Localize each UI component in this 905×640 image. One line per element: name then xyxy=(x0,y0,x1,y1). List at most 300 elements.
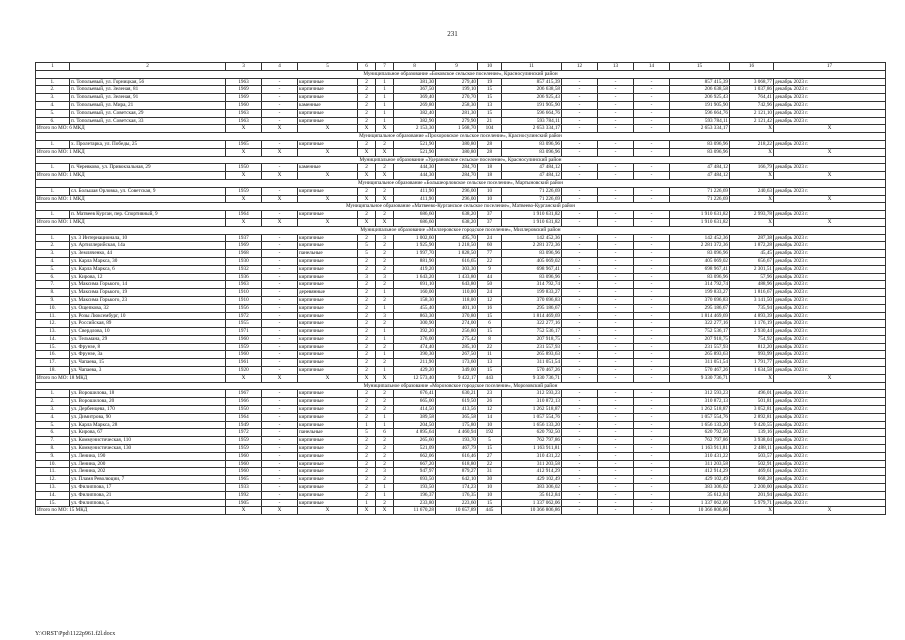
column-number-5: 5 xyxy=(298,63,358,71)
table-cell: 300,90 xyxy=(394,320,436,328)
total-cell: X xyxy=(298,374,358,382)
total-cell: 2 653 334,17 xyxy=(670,125,730,133)
table-cell: 365,58 xyxy=(436,413,478,421)
table-cell: декабрь 2023 г. xyxy=(774,445,886,453)
table-cell: - xyxy=(598,468,634,476)
table-cell: 275,42 xyxy=(436,335,478,343)
total-cell: X xyxy=(358,374,376,382)
table-cell: - xyxy=(262,320,298,328)
municipality-heading xyxy=(36,156,886,164)
table-cell: 296,00 xyxy=(436,187,478,195)
table-cell: 698 967,41 xyxy=(670,265,730,273)
table-cell: - xyxy=(562,289,598,297)
table-cell: - xyxy=(598,328,634,336)
table-cell: 3 xyxy=(376,468,394,476)
total-cell: X xyxy=(358,172,376,180)
table-cell: 1963 xyxy=(226,117,262,125)
table-cell: ул. Фрунзе, 3а xyxy=(70,351,226,359)
column-number-8: 8 xyxy=(394,63,436,71)
table-cell: 879,27 xyxy=(436,468,478,476)
table-cell: 193,70 xyxy=(436,437,478,445)
table-cell: 1932 xyxy=(226,265,262,273)
table-cell: 7. xyxy=(36,437,70,445)
total-cell: X xyxy=(262,218,298,226)
table-cell: декабрь 2023 г. xyxy=(774,328,886,336)
table-cell: кирпичные xyxy=(298,499,358,507)
column-number-13: 13 xyxy=(598,63,634,71)
table-cell: 2 xyxy=(376,359,394,367)
table-cell: 503,57 xyxy=(730,452,774,460)
table-row xyxy=(36,491,886,499)
table-cell: 619,50 xyxy=(436,398,478,406)
table-cell: 1 176,19 xyxy=(730,320,774,328)
table-cell: - xyxy=(562,398,598,406)
table-cell: 1. xyxy=(36,187,70,195)
table-row xyxy=(36,429,886,437)
table-cell: кирпичные xyxy=(298,421,358,429)
table-cell: ул. Ленина, 190 xyxy=(70,452,226,460)
total-cell: 83 096,96 xyxy=(502,148,562,156)
table-row xyxy=(36,390,886,398)
table-cell: - xyxy=(598,94,634,102)
total-cell: X xyxy=(358,125,376,133)
table-cell: 1969 xyxy=(226,94,262,102)
table-cell: 667,20 xyxy=(394,460,436,468)
table-cell: - xyxy=(562,281,598,289)
total-cell: 10 xyxy=(478,195,502,203)
table-cell: 1 xyxy=(358,499,376,507)
table-cell: 570 467,26 xyxy=(670,367,730,375)
column-number-9: 9 xyxy=(436,63,478,71)
table-cell: декабрь 2023 г. xyxy=(774,164,886,172)
table-cell: декабрь 2023 г. xyxy=(774,242,886,250)
table-cell: 369,40 xyxy=(394,94,436,102)
table-cell: п. Черевково, ул. Привокзальная, 29 xyxy=(70,164,226,172)
table-cell: 201,94 xyxy=(730,491,774,499)
table-cell: 469,61 xyxy=(730,468,774,476)
table-cell: - xyxy=(598,413,634,421)
table-cell: ул. Свердлова, 10 xyxy=(70,328,226,336)
table-cell: декабрь 2023 г. xyxy=(774,304,886,312)
table-cell: 8 xyxy=(478,335,502,343)
table-cell: 593 784,11 xyxy=(502,117,562,125)
table-cell: 2 xyxy=(376,265,394,273)
table-cell: - xyxy=(634,304,670,312)
table-cell: ул. Карла Маркса, 30 xyxy=(70,257,226,265)
table-cell: ул. Карла Маркса, 28 xyxy=(70,421,226,429)
table-cell: - xyxy=(262,476,298,484)
table-cell: 1 xyxy=(358,421,376,429)
table-cell: 1965 xyxy=(226,140,262,148)
table-cell: - xyxy=(262,437,298,445)
table-cell: 1969 xyxy=(226,242,262,250)
table-row xyxy=(36,250,886,258)
table-cell: - xyxy=(634,187,670,195)
table-cell: 2 xyxy=(358,406,376,414)
table-cell: 1 791,77 xyxy=(730,359,774,367)
total-cell: X xyxy=(226,172,262,180)
table-cell: 1933 xyxy=(226,484,262,492)
total-cell: X xyxy=(774,148,886,156)
table-cell: кирпичные xyxy=(298,187,358,195)
table-cell: ул. Филиппова, 17 xyxy=(70,484,226,492)
total-cell: X xyxy=(298,195,358,203)
table-cell: - xyxy=(598,445,634,453)
municipality-total-row xyxy=(36,218,886,226)
table-cell: 267,50 xyxy=(436,351,478,359)
table-cell: - xyxy=(262,452,298,460)
table-cell: - xyxy=(598,351,634,359)
total-cell: 9 330 736,71 xyxy=(502,374,562,382)
table-cell: 3 xyxy=(376,234,394,242)
table-cell: 2 xyxy=(376,242,394,250)
table-cell: 1955 xyxy=(226,320,262,328)
table-cell: 175,80 xyxy=(436,421,478,429)
table-cell: кирпичные xyxy=(298,445,358,453)
table-cell: 1 xyxy=(376,78,394,86)
total-cell: X xyxy=(774,218,886,226)
total-cell: X xyxy=(358,195,376,203)
total-cell: 83 096,96 xyxy=(670,148,730,156)
table-cell: 240,63 xyxy=(730,187,774,195)
table-cell: - xyxy=(562,491,598,499)
table-cell: 2 xyxy=(358,86,376,94)
table-cell: 521,90 xyxy=(394,140,436,148)
table-cell: 270,70 xyxy=(436,94,478,102)
table-cell: 4 893,39 xyxy=(730,312,774,320)
total-label: Итого по МО: 18 МКД xyxy=(36,374,226,382)
table-cell: - xyxy=(634,281,670,289)
table-cell: - xyxy=(262,499,298,507)
total-cell: 2 653 334,17 xyxy=(502,125,562,133)
table-cell: - xyxy=(634,86,670,94)
total-cell: X xyxy=(376,195,394,203)
table-cell: 2 301,51 xyxy=(730,265,774,273)
table-cell: 2 xyxy=(376,296,394,304)
table-cell: 295 186,67 xyxy=(670,304,730,312)
table-cell: - xyxy=(262,398,298,406)
total-cell: X xyxy=(774,172,886,180)
table-cell: 2 xyxy=(358,328,376,336)
table-cell: декабрь 2023 г. xyxy=(774,265,886,273)
total-label: Итого по МО: 1 МКД xyxy=(36,218,226,226)
table-cell: 22 xyxy=(478,343,502,351)
table-cell: - xyxy=(262,86,298,94)
table-cell: декабрь 2023 г. xyxy=(774,413,886,421)
table-cell: - xyxy=(634,343,670,351)
table-cell: кирпичные xyxy=(298,86,358,94)
table-cell: - xyxy=(262,335,298,343)
table-cell: 15 xyxy=(478,109,502,117)
table-cell: ул. Фрунзе, 8 xyxy=(70,343,226,351)
table-row xyxy=(36,109,886,117)
table-row xyxy=(36,413,886,421)
table-cell: 1969 xyxy=(226,86,262,94)
table-cell: 21 xyxy=(478,117,502,125)
table-cell: 24 xyxy=(478,234,502,242)
table-cell: 57,96 xyxy=(730,273,774,281)
table-cell: ул. Пламя Революции, 7 xyxy=(70,476,226,484)
table-cell: 47 484,12 xyxy=(670,164,730,172)
table-cell: 2 xyxy=(358,296,376,304)
table-cell: 4 895,64 xyxy=(394,429,436,437)
table-cell: - xyxy=(598,250,634,258)
table-cell: 6 xyxy=(376,429,394,437)
table-cell: - xyxy=(262,257,298,265)
table-cell: кирпичные xyxy=(298,234,358,242)
table-cell: 311 203,58 xyxy=(670,460,730,468)
table-cell: декабрь 2023 г. xyxy=(774,94,886,102)
table-cell: - xyxy=(598,211,634,219)
table-row xyxy=(36,94,886,102)
table-cell: 2 xyxy=(358,359,376,367)
table-cell: 764,41 xyxy=(730,94,774,102)
table-cell: - xyxy=(262,265,298,273)
table-cell: 1972 xyxy=(226,429,262,437)
table-row xyxy=(36,328,886,336)
table-cell: декабрь 2023 г. xyxy=(774,273,886,281)
table-cell: 265 893,63 xyxy=(670,351,730,359)
total-cell: X xyxy=(262,148,298,156)
table-cell: - xyxy=(598,304,634,312)
table-cell: декабрь 2023 г. xyxy=(774,78,886,86)
table-cell: 380,80 xyxy=(436,140,478,148)
table-cell: 193,50 xyxy=(394,484,436,492)
table-cell: - xyxy=(634,164,670,172)
table-cell: 1 828,50 xyxy=(436,250,478,258)
table-cell: 142 452,36 xyxy=(502,234,562,242)
table-cell: 2 930,44 xyxy=(730,328,774,336)
table-cell: декабрь 2023 г. xyxy=(774,491,886,499)
table-cell: 1 xyxy=(376,335,394,343)
column-number-row xyxy=(36,63,886,71)
table-row xyxy=(36,406,886,414)
table-cell: 1 814 469,69 xyxy=(502,312,562,320)
total-cell: X xyxy=(730,374,774,382)
table-cell: 5. xyxy=(36,265,70,273)
table-cell: 2. xyxy=(36,86,70,94)
table-cell: - xyxy=(634,390,670,398)
table-cell: 686,60 xyxy=(394,211,436,219)
table-cell: 1 337 062,06 xyxy=(670,499,730,507)
table-cell: декабрь 2023 г. xyxy=(774,351,886,359)
table-cell: - xyxy=(598,242,634,250)
table-cell: кирпичные xyxy=(298,304,358,312)
table-cell: 2 281 372,36 xyxy=(502,242,562,250)
table-cell: 370,80 xyxy=(436,312,478,320)
table-cell: 1950 xyxy=(226,406,262,414)
table-cell: 35 612,84 xyxy=(670,491,730,499)
table-cell: 1 xyxy=(376,94,394,102)
table-cell: - xyxy=(634,257,670,265)
table-cell: - xyxy=(262,78,298,86)
table-cell: 14. xyxy=(36,491,70,499)
table-cell: 303,30 xyxy=(436,265,478,273)
table-cell: 2 200,00 xyxy=(730,484,774,492)
table-cell: - xyxy=(598,320,634,328)
table-cell: 191 905,90 xyxy=(502,101,562,109)
table-cell: 173,60 xyxy=(436,359,478,367)
file-path-footer: Y:\ORST\Ppd\1122p961.f2l.docx xyxy=(35,631,116,637)
table-cell: 4. xyxy=(36,101,70,109)
table-cell: 10 xyxy=(478,491,502,499)
table-cell: 616,65 xyxy=(436,257,478,265)
total-cell: 1 568,70 xyxy=(436,125,478,133)
table-cell: 1 xyxy=(376,484,394,492)
table-cell: 2 xyxy=(376,250,394,258)
column-number-17: 17 xyxy=(774,63,886,71)
table-cell: 71 226,69 xyxy=(670,187,730,195)
total-cell: 444,30 xyxy=(394,172,436,180)
table-cell: 1 057 554,76 xyxy=(670,413,730,421)
table-cell: декабрь 2023 г. xyxy=(774,398,886,406)
total-cell: - xyxy=(634,148,670,156)
table-cell: 2 xyxy=(358,312,376,320)
table-cell: - xyxy=(262,109,298,117)
table-cell: 14. xyxy=(36,335,70,343)
table-cell: 206 925,43 xyxy=(502,94,562,102)
total-cell: X xyxy=(262,172,298,180)
table-cell: кирпичные xyxy=(298,312,358,320)
table-cell: 665,00 xyxy=(394,398,436,406)
table-cell: - xyxy=(634,460,670,468)
total-cell: X xyxy=(376,507,394,515)
table-cell: - xyxy=(634,429,670,437)
table-cell: 211,90 xyxy=(394,359,436,367)
table-cell: - xyxy=(562,242,598,250)
column-number-14: 14 xyxy=(634,63,670,71)
table-cell: кирпичные xyxy=(298,398,358,406)
table-cell: 1950 xyxy=(226,164,262,172)
table-row xyxy=(36,281,886,289)
total-cell: 71 226,69 xyxy=(502,195,562,203)
total-cell: - xyxy=(598,374,634,382)
total-cell: - xyxy=(562,218,598,226)
table-cell: - xyxy=(262,421,298,429)
table-cell: 5 xyxy=(478,437,502,445)
table-cell: - xyxy=(562,140,598,148)
total-cell: X xyxy=(298,218,358,226)
table-cell: 2 xyxy=(358,265,376,273)
table-row xyxy=(36,164,886,172)
table-cell: - xyxy=(598,296,634,304)
table-cell: - xyxy=(598,421,634,429)
table-cell: 35 612,84 xyxy=(502,491,562,499)
table-cell: ул. Филиппова, 21 xyxy=(70,491,226,499)
table-cell: 616,46 xyxy=(436,452,478,460)
municipality-heading xyxy=(36,133,886,141)
table-cell: 2 xyxy=(376,406,394,414)
table-row xyxy=(36,499,886,507)
table-cell: ул. Артиллерийская, 14а xyxy=(70,242,226,250)
table-cell: 26 xyxy=(478,398,502,406)
table-cell: кирпичные xyxy=(298,281,358,289)
table-cell: ул. Коммунистическая, 110 xyxy=(70,437,226,445)
table-cell: кирпичные xyxy=(298,78,358,86)
table-cell: 596 664,76 xyxy=(670,109,730,117)
table-cell: декабрь 2023 г. xyxy=(774,289,886,297)
table-cell: кирпичные xyxy=(298,476,358,484)
table-cell: 139,16 xyxy=(730,429,774,437)
table-cell: - xyxy=(562,312,598,320)
table-cell: - xyxy=(634,273,670,281)
table-cell: ул. Ленина, 202 xyxy=(70,468,226,476)
table-cell: 2 xyxy=(358,289,376,297)
table-cell: 28 xyxy=(478,140,502,148)
total-cell: X xyxy=(226,374,262,382)
table-cell: 429,20 xyxy=(394,367,436,375)
table-row xyxy=(36,312,886,320)
table-cell: - xyxy=(562,94,598,102)
total-cell: 9 422,17 xyxy=(436,374,478,382)
table-row xyxy=(36,468,886,476)
table-cell: 176,35 xyxy=(436,491,478,499)
table-cell: - xyxy=(634,367,670,375)
table-cell: 9 xyxy=(478,265,502,273)
table-cell: ул. 3 Интернационала, 10 xyxy=(70,234,226,242)
table-cell: 2 xyxy=(358,335,376,343)
table-cell: - xyxy=(598,406,634,414)
table-cell: - xyxy=(598,117,634,125)
table-cell: 2 xyxy=(358,390,376,398)
table-cell: 1963 xyxy=(226,281,262,289)
table-cell: - xyxy=(598,164,634,172)
table-cell: 3 xyxy=(376,312,394,320)
table-cell: 310 431,22 xyxy=(502,452,562,460)
table-cell: 1959 xyxy=(226,437,262,445)
total-cell: - xyxy=(598,218,634,226)
table-cell: - xyxy=(634,351,670,359)
table-cell: ул. Чапаева, 15 xyxy=(70,359,226,367)
table-cell: 2 xyxy=(358,234,376,242)
table-cell: - xyxy=(562,359,598,367)
total-label: Итого по МО: 1 МКД xyxy=(36,148,226,156)
table-cell: 24 xyxy=(478,289,502,297)
table-cell: 13. xyxy=(36,484,70,492)
table-cell: 310 872,13 xyxy=(502,398,562,406)
table-cell: 2. xyxy=(36,398,70,406)
table-cell: 742,96 xyxy=(730,101,774,109)
total-cell: X xyxy=(730,125,774,133)
table-cell: декабрь 2023 г. xyxy=(774,187,886,195)
table-cell: 691,10 xyxy=(394,281,436,289)
table-cell: - xyxy=(562,476,598,484)
table-row xyxy=(36,273,886,281)
table-cell: 947,97 xyxy=(394,468,436,476)
table-cell: 118,00 xyxy=(436,296,478,304)
table-cell: - xyxy=(598,460,634,468)
table-cell: 2 xyxy=(358,187,376,195)
table-cell: декабрь 2023 г. xyxy=(774,452,886,460)
table-cell: - xyxy=(598,281,634,289)
table-cell: п. Топольевый, ул. Советская, 29 xyxy=(70,109,226,117)
table-cell: 2 xyxy=(376,452,394,460)
table-cell: - xyxy=(562,211,598,219)
table-cell: 370 696,83 xyxy=(502,296,562,304)
table-cell: 231 557,93 xyxy=(502,343,562,351)
total-cell: - xyxy=(562,125,598,133)
table-cell: кирпичные xyxy=(298,437,358,445)
table-cell: 698 967,41 xyxy=(502,265,562,273)
total-cell: - xyxy=(598,195,634,203)
table-cell: 37 xyxy=(478,211,502,219)
table-cell: 1971 xyxy=(226,328,262,336)
table-cell: декабрь 2023 г. xyxy=(774,312,886,320)
column-number-7: 7 xyxy=(376,63,394,71)
table-cell: 2 xyxy=(376,476,394,484)
table-cell: - xyxy=(562,187,598,195)
table-cell: 1961 xyxy=(226,359,262,367)
